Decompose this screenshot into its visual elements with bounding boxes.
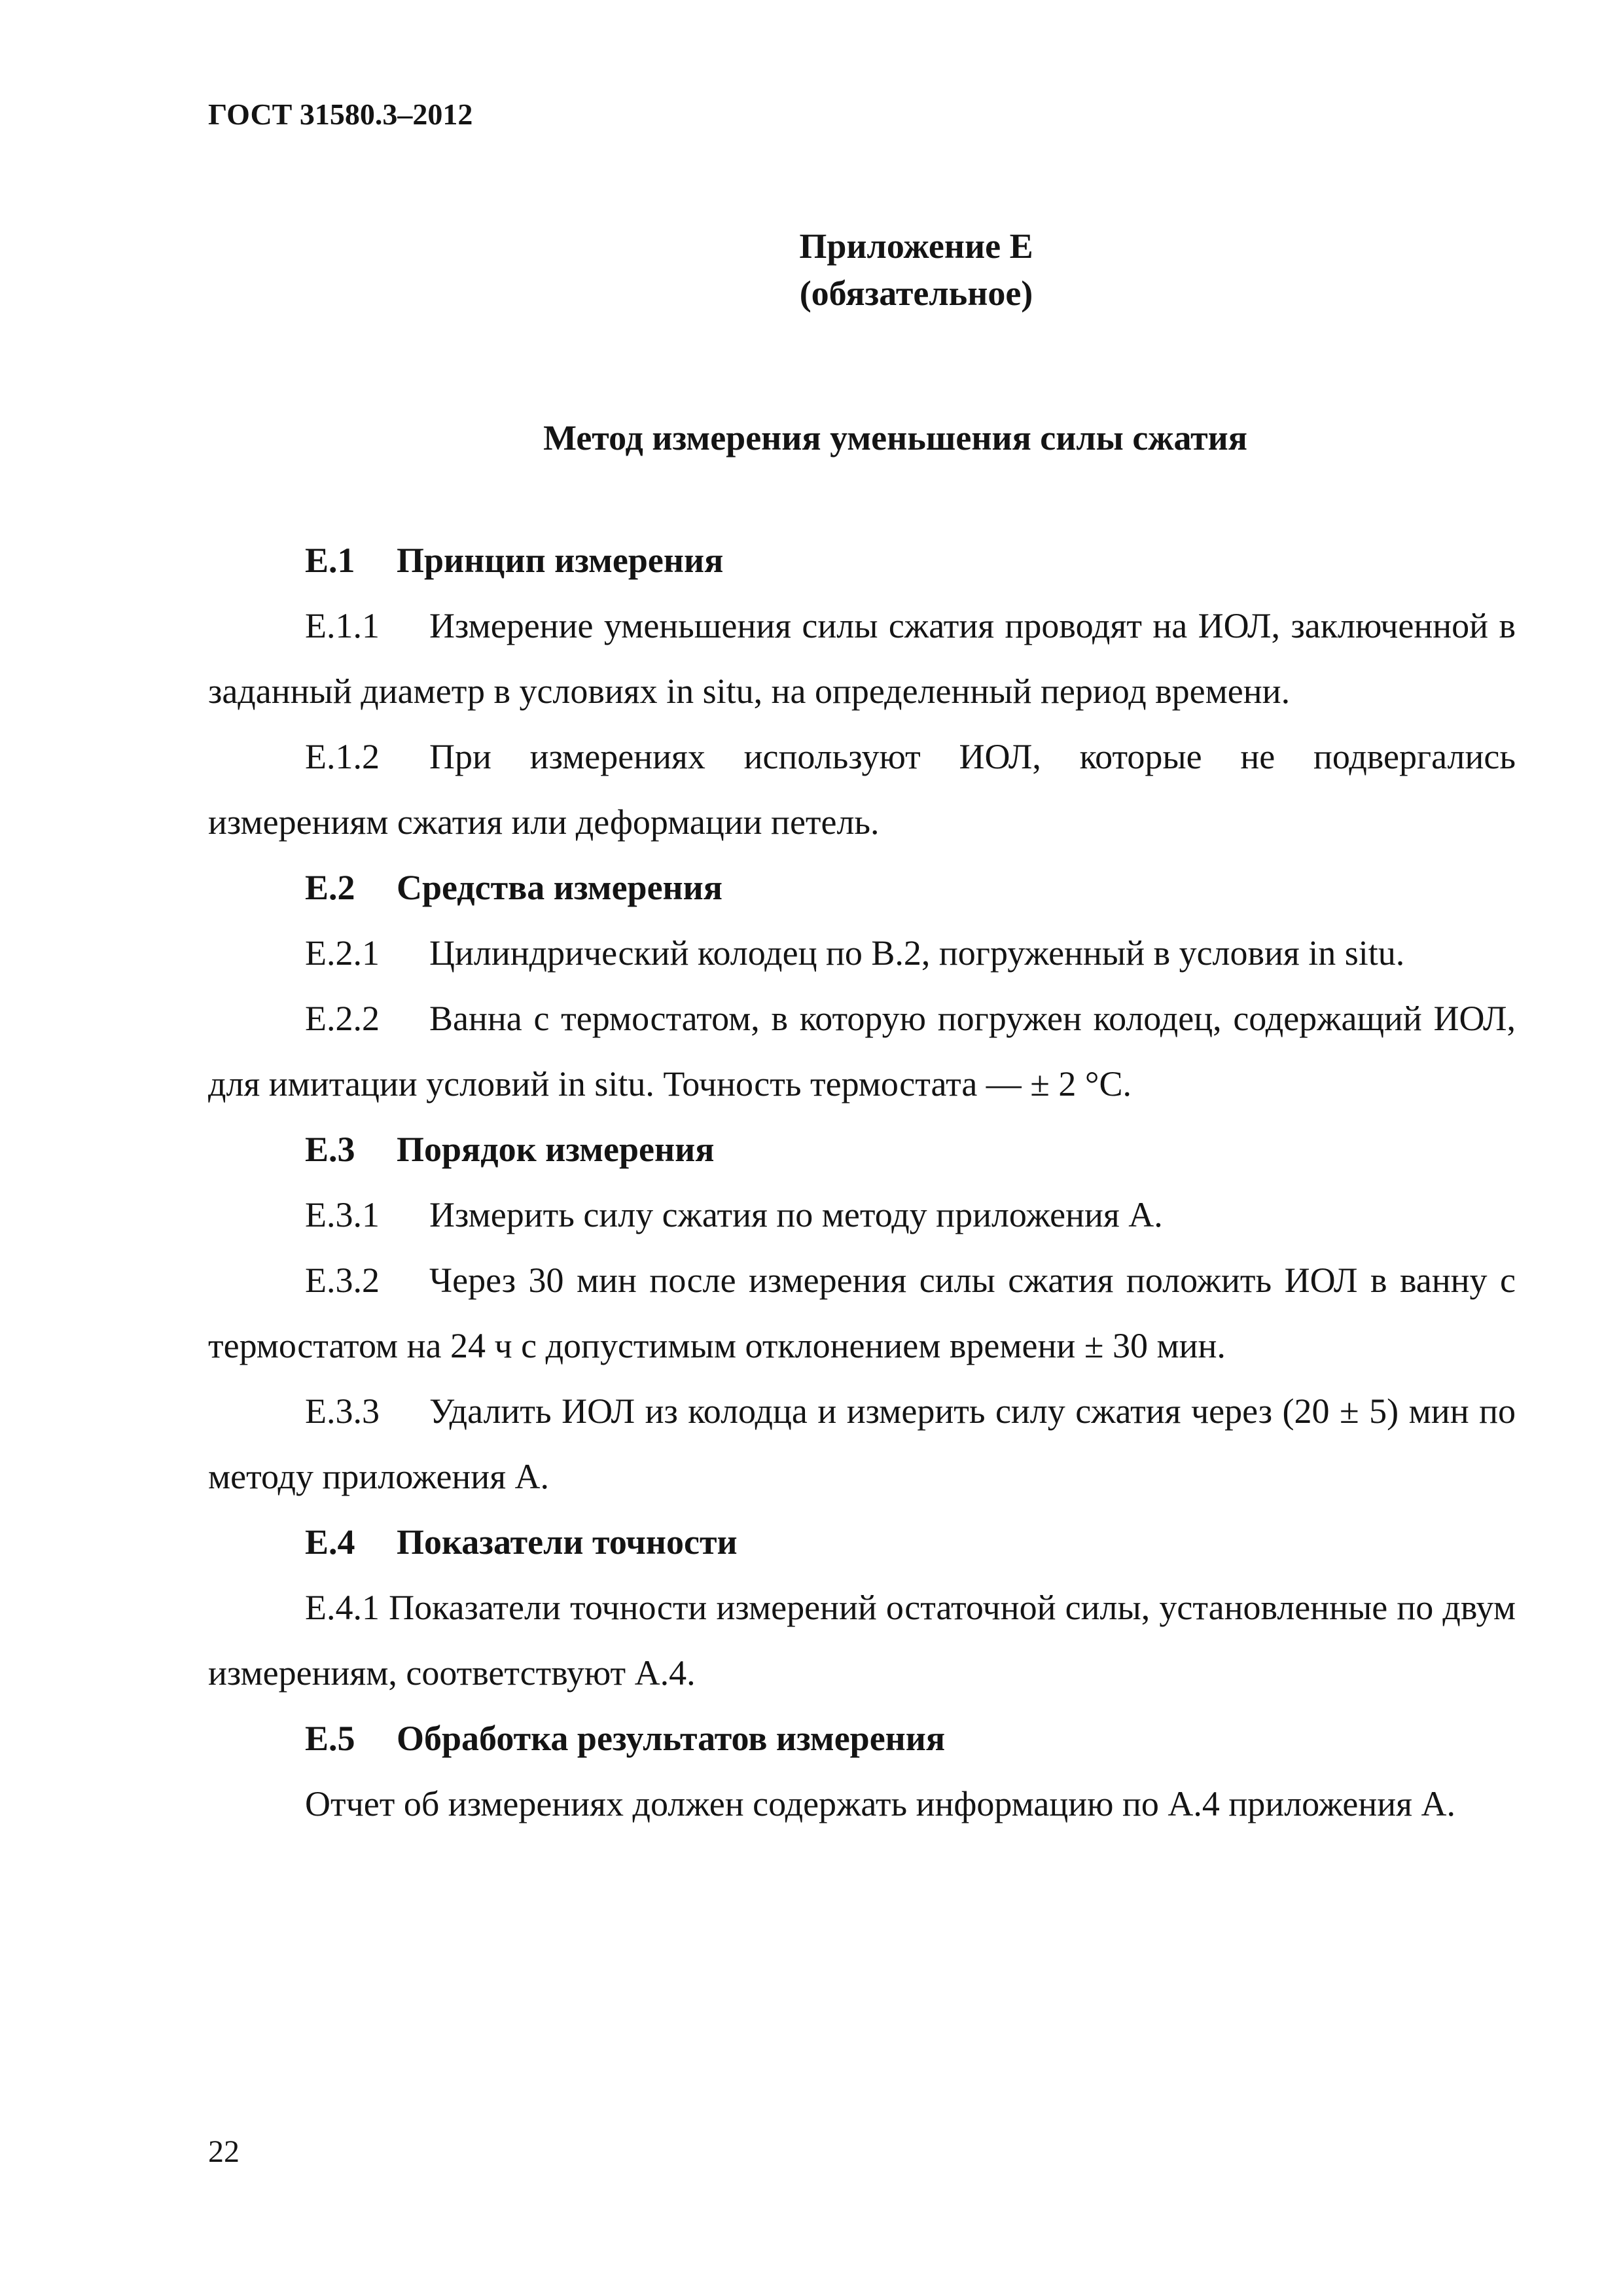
annex-title: Приложение Е [799,226,1033,266]
paragraph-text: Измерение уменьшения силы сжатия проводят на ИОЛ, заключенной в заданный диаметр в условиях in situ, на определенный период времени. [208,606,1516,711]
paragraph [208,1378,1516,1509]
paragraph [208,1182,1516,1247]
section-number: Е.4 [305,1522,355,1562]
section-title: Принцип измерения [397,541,724,580]
section-title: Порядок измерения [397,1130,715,1169]
paragraph [208,1575,1516,1706]
main-title: Метод измерения уменьшения силы сжатия [543,418,1247,457]
annex-heading [753,223,1080,317]
paragraph-number: Е.3.1 [305,1195,380,1234]
document-body [208,528,1516,1837]
paragraph [208,920,1516,986]
paragraph-number: Е.3.3 [305,1391,380,1431]
section-number: Е.1 [305,541,355,580]
section-number: Е.2 [305,868,355,907]
paragraph-text: Е.4.1 Показатели точности измерений остаточной силы, установленные по двум измерениям, соответствуют А.4. [208,1588,1516,1693]
paragraph-text: Через 30 мин после измерения силы сжатия положить ИОЛ в ванну с термостатом на 24 ч с допустимым отклонением времени ± 30 мин. [208,1261,1516,1365]
paragraph [208,986,1516,1117]
paragraph-number: Е.1.1 [305,606,380,645]
paragraph-text: Измерить силу сжатия по методу приложения А. [429,1195,1163,1234]
paragraph [208,724,1516,855]
standard-designation: ГОСТ 31580.3–2012 [208,98,473,131]
paragraph-number: Е.1.2 [305,737,380,776]
section-heading [208,1117,1516,1182]
paragraph-text: Ванна с термостатом, в которую погружен колодец, содержащий ИОЛ, для имитации условий in situ. Точность термостата — ± 2 °С. [208,999,1516,1103]
section-heading [208,1509,1516,1575]
annex-status: (обязательное) [799,274,1033,313]
section-heading [208,855,1516,920]
paragraph-text: Отчет об измерениях должен содержать информацию по А.4 приложения А. [305,1784,1456,1823]
section-title: Обработка результатов измерения [397,1719,946,1758]
section-heading [208,528,1516,593]
section-heading [208,1706,1516,1771]
paragraph-number: Е.2.2 [305,999,380,1038]
paragraph [208,1247,1516,1378]
paragraph-text: При измерениях используют ИОЛ, которые не подвергались измерениям сжатия или деформации петель. [208,737,1516,842]
paragraph-number: Е.3.2 [305,1261,380,1300]
paragraph [208,593,1516,724]
section-title: Средства измерения [397,868,722,907]
paragraph [208,1771,1516,1837]
section-title: Показатели точности [397,1522,738,1562]
paragraph-text: Удалить ИОЛ из колодца и измерить силу сжатия через (20 ± 5) мин по методу приложения А. [208,1391,1516,1496]
paragraph-number: Е.2.1 [305,933,380,973]
section-number: Е.3 [305,1130,355,1169]
paragraph-text: Цилиндрический колодец по В.2, погруженный в условия in situ. [429,933,1405,973]
section-number: Е.5 [305,1719,355,1758]
page-number: 22 [208,2134,240,2169]
